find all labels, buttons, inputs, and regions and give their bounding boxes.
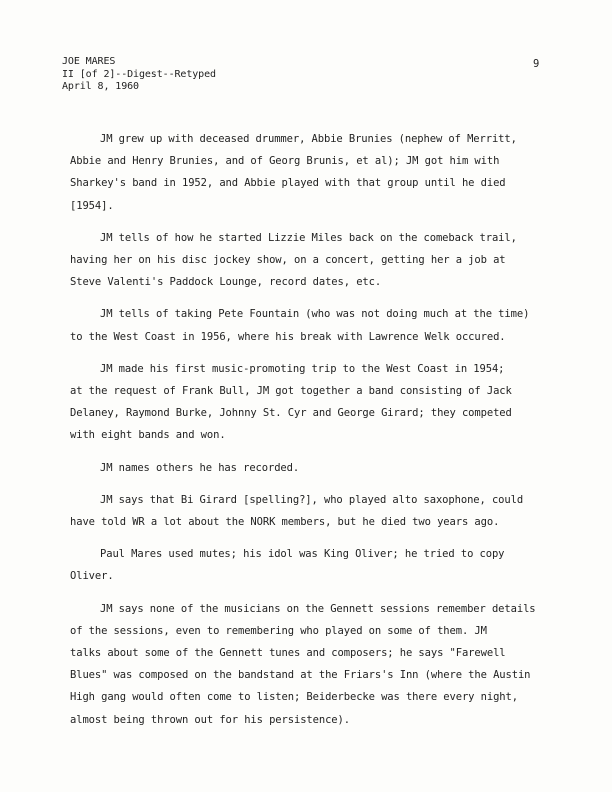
text-line: Steve Valenti's Paddock Lounge, record dates, etc. [70, 276, 382, 289]
text-line: High gang would often come to listen; Beiderbecke was there every night, [70, 691, 518, 704]
text-line: of the sessions, even to remembering who played on some of them. JM [70, 624, 487, 637]
paragraph [70, 598, 550, 731]
text-line: Sharkey's band in 1952, and Abbie played with that group until he died [70, 177, 506, 190]
text-line: Abbie and Henry Brunies, and of Georg Brunis, et al); JM got him with [70, 155, 500, 168]
text-line: Paul Mares used mutes; his idol was King Oliver; he tried to copy [100, 548, 505, 561]
page-number: 9 [533, 58, 540, 70]
text-line: JM grew up with deceased drummer, Abbie Brunies (nephew of Merritt, [100, 133, 517, 145]
document-header [62, 56, 216, 94]
paragraph [70, 227, 550, 294]
text-line: JM made his first music-promoting trip to the West Coast in 1954; [100, 362, 505, 375]
paragraph [70, 457, 550, 479]
paragraph [70, 489, 550, 533]
text-line: to the West Coast in 1956, where his break with Lawrence Welk occured. [70, 330, 506, 343]
paragraph [70, 303, 550, 347]
text-line: JM says that Bi Girard [spelling?], who played alto saxophone, could [100, 493, 524, 506]
header-subtitle: II [of 2]--Digest--Retyped [62, 68, 216, 80]
text-line: Blues" was composed on the bandstand at the Friars's Inn (where the Austin [70, 669, 531, 682]
text-line: JM tells of how he started Lizzie Miles back on the comeback trail, [100, 231, 517, 244]
document-body [70, 128, 550, 741]
text-line: at the request of Frank Bull, JM got together a band consisting of Jack [70, 385, 512, 398]
header-date: April 8, 1960 [62, 81, 139, 92]
paragraph [70, 543, 550, 587]
text-line: Delaney, Raymond Burke, Johnny St. Cyr and George Girard; they competed [70, 407, 512, 420]
text-line: Oliver. [70, 570, 114, 583]
text-line: with eight bands and won. [70, 429, 226, 442]
text-line: JM names others he has recorded. [100, 461, 300, 474]
text-line: [1954]. [70, 199, 114, 212]
text-line: have told WR a lot about the NORK members, but he died two years ago. [70, 516, 500, 529]
paragraph [70, 128, 550, 217]
text-line: almost being thrown out for his persistence). [70, 713, 350, 726]
header-name: JOE MARES [62, 56, 116, 67]
text-line: JM says none of the musicians on the Gennett sessions remember details [100, 602, 536, 615]
text-line: JM tells of taking Pete Fountain (who was not doing much at the time) [100, 308, 530, 321]
text-line: talks about some of the Gennett tunes and composers; he says "Farewell [70, 647, 506, 660]
paragraph [70, 358, 550, 447]
text-line: having her on his disc jockey show, on a concert, getting her a job at [70, 254, 506, 267]
